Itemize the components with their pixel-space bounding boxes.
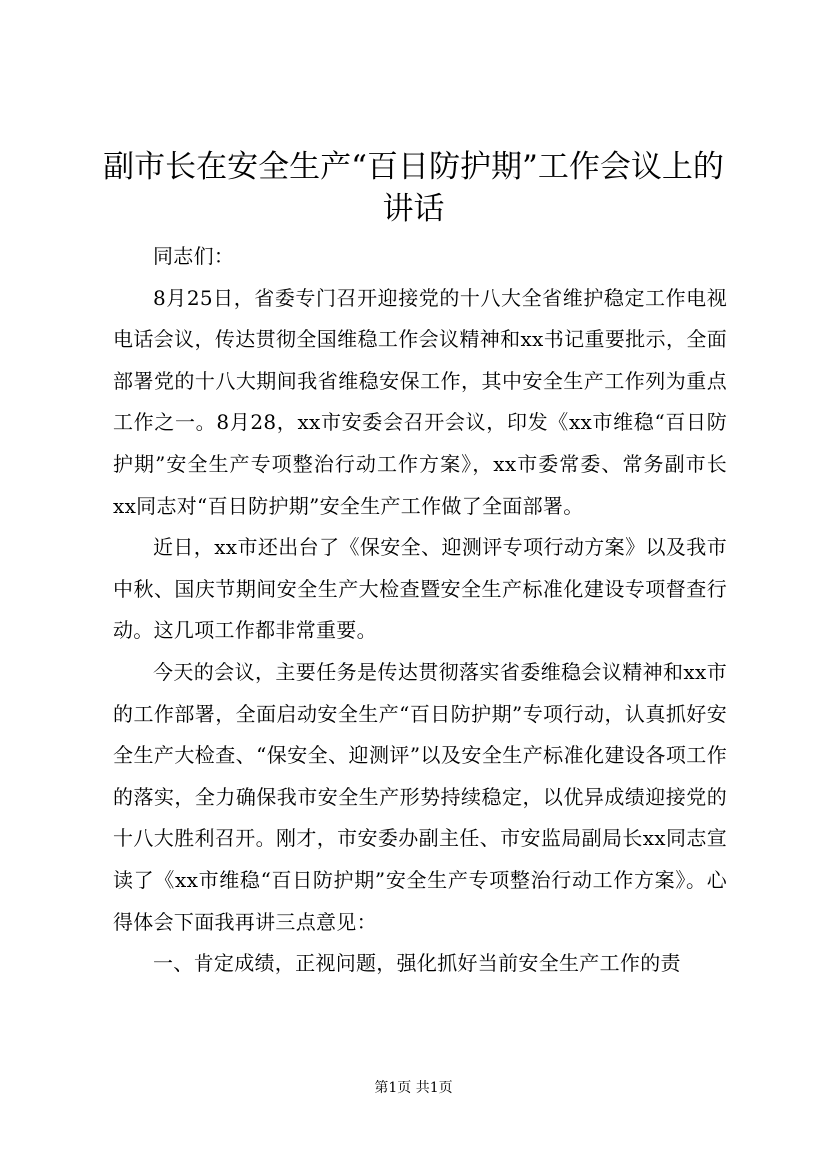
paragraph-greeting: 同志们： [153, 244, 235, 268]
paragraph: 近日，xx市还出台了《保安全、迎测评专项行动方案》以及我市中秋、国庆节期间安全生产大检查暨安全生产标准化建设专项督查行动。这几项工作都非常重要。 [113, 535, 727, 643]
page-footer: 第1页 共1页 [374, 1080, 453, 1096]
paragraph: 一、肯定成绩，正视问题，强化抓好当前安全生产工作的责 [153, 951, 681, 976]
paragraph: 今天的会议，主要任务是传达贯彻落实省委维稳会议精神和xx市的工作部署，全面启动安全生产“百日防护期”专项行动，认真抓好安全生产大检查、“保安全、迎测评”以及安全生产标准化建设各项工作的落实，全力确保我市安全生产形势持续稳定，以优异成绩迎接党的十八大胜利召开。刚才，市安委办副主任、市安监局副局长xx同志宣读了《xx市维稳“百日防护期”安全生产专项整治行动工作方案》。心得体会下面我再讲三点意见： [113, 659, 727, 934]
paragraph: 8月25日，省委专门召开迎接党的十八大全省维护稳定工作电视电话会议，传达贯彻全国维稳工作会议精神和xx书记重要批示，全面部署党的十八大期间我省维稳安保工作，其中安全生产工作列为重点工作之一。8月28，xx市安委会召开会议，印发《xx市维稳“百日防护期”安全生产专项整治行动工作方案》，xx市委常委、常务副市长xx同志对“百日防护期”安全生产工作做了全面部署。 [113, 285, 727, 518]
document-body [113, 236, 727, 985]
document-title: 副市长在安全生产“百日防护期”工作会议上的讲话 [103, 149, 724, 227]
